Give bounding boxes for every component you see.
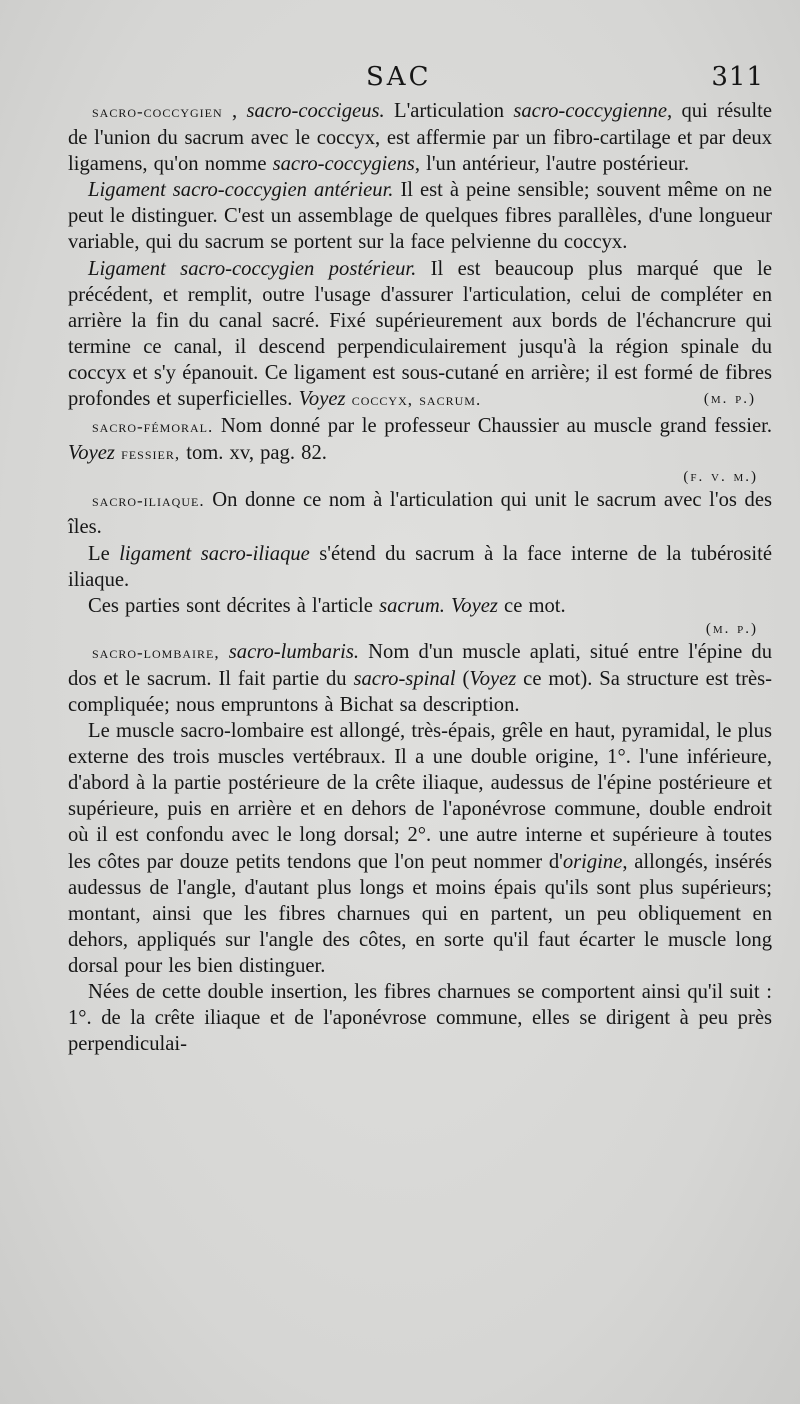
paragraph-ligament-posterieur: Ligament sacro-coccygien postérieur. Il est beaucoup plus marqué que le précédent, et remplit, outre l'usage d'assurer l'articulation, celui de compléter en arrière la fin du canal sacré. Fixé supérieurement aux bords de l'échancrure qui termine ce canal, il descend perpendiculairement jusqu'à la région spinale du coccyx et s'y épanouit. Ce ligament est sous-cutané en arrière; il est formé de fibres profondes et superficielles. Voyez coccyx, sacrum. (m. p.) xyxy=(68,256,772,414)
paragraph: Nées de cette double insertion, les fibres charnues se comportent ainsi qu'il suit : 1°. de la crête iliaque et de l'aponévrose commune, elles se dirigent à peu près perpendiculai- xyxy=(68,981,772,1056)
author-signature: (f. v. m.) xyxy=(683,469,758,486)
latin-term: sacro-coccigeus. xyxy=(246,100,385,122)
entry-sacro-iliaque: sacro-iliaque. On donne ce nom à l'articulation qui unit le sacrum avec l'os des îles. xyxy=(68,489,772,539)
entry-sacro-lombaire: sacro-lombaire, sacro-lumbaris. Nom d'un muscle aplati, situé entre l'épine du dos et le sacrum. Il fait partie du sacro-spinal (Voyez ce mot). Sa structure est très-compliquée; nous empruntons à Bichat sa description. xyxy=(68,640,773,716)
author-signature: (m. p.) xyxy=(705,620,758,637)
paragraph: Le muscle sacro-lombaire est allongé, très-épais, grêle en haut, pyramidal, le plus externe des trois muscles vertébraux. Il a une double origine, 1°. l'une inférieure, d'abord à la partie postérieure de la crête iliaque, audessus de l'épine postérieure et supérieure, puis en arrière et en dehors de l'aponévrose commune, double endroit où il est confondu avec le long dorsal; 2°. une autre interne et supérieure à toutes les côtes par douze petits tendons que l'on peut nommer d'origine, allongés, insérés audessus de l'angle, d'autant plus longs et moins épais qu'ils sont plus supérieurs; montant, ainsi que les fibres charnues qui en partent, un peu obliquement en dehors, appliqués sur l'angle des côtes, en sorte qu'il faut écarter le muscle long dorsal pour les bien distinguer. xyxy=(68,720,772,977)
body-text xyxy=(68,98,772,1057)
entry-term: sacro-coccygien xyxy=(92,102,223,121)
running-header xyxy=(68,62,772,98)
subheading: Ligament sacro-coccygien antérieur. xyxy=(88,179,394,202)
author-signature: (m. p.) xyxy=(703,391,756,408)
page-number: 311 xyxy=(711,62,764,92)
entry-sacro-femoral: sacro-fémoral. Nom donné par le professeur Chaussier au muscle grand fessier. Voyez fessier, tom. xv, pag. 82. xyxy=(68,415,772,465)
entry-term: sacro-fémoral. xyxy=(92,417,214,437)
entry-term: sacro-lombaire, xyxy=(92,642,220,662)
latin-term: sacro-lumbaris. xyxy=(228,640,360,663)
entry-sacro-coccygien: sacro-coccygien , sacro-coccigeus. L'articulation sacro-coccygienne, qui résulte de l'union du sacrum avec le coccyx, est affermie par un fibro-cartilage et par deux ligamens, qu'on nomme sacro-coccygiens, l'un antérieur, l'autre postérieur. xyxy=(68,100,772,176)
running-title: SAC xyxy=(366,62,432,92)
paragraph: Le ligament sacro-iliaque s'étend du sacrum à la face interne de la tubérosité iliaque. xyxy=(68,542,772,591)
entry-term: sacro-iliaque. xyxy=(92,491,205,511)
paragraph-ligament-anterieur: Ligament sacro-coccygien antérieur. Il est à peine sensible; souvent même on ne peut le distinguer. C'est un assemblage de quelques fibres parallèles, d'une longueur variable, qui du sacrum se portent sur la face pelvienne du coccyx. xyxy=(68,179,772,254)
paragraph: Ces parties sont décrites à l'article sacrum. Voyez ce mot. xyxy=(88,594,566,617)
subheading: Ligament sacro-coccygien postérieur. xyxy=(88,257,417,280)
